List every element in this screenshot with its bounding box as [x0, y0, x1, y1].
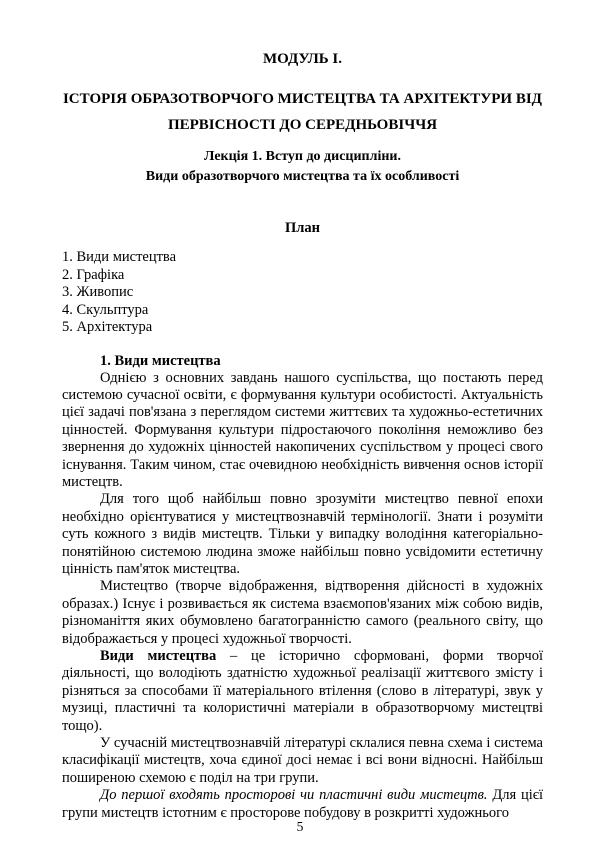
paragraph-6-text: Для цієї групи мистецтв істотним є просторове побудову в розкритті художнього — [62, 787, 543, 821]
paragraph-4-text: – це історично сформовані, форми творчої діяльності, що володіють здатністю художньої реалізації життєвого змісту і різняться за способами її матеріального втілення (слово в літературі, звук у музиці, пластичні та колористичні матеріали в образотворчому мистецтві тощо). — [62, 648, 543, 734]
lecture-heading — [62, 147, 543, 187]
paragraph-3 — [62, 578, 543, 648]
plan-item-4: 4. Скульптура — [62, 301, 149, 318]
main-heading — [62, 86, 543, 138]
paragraph-1-text: Однією з основних завдань нашого суспільства, що постають перед системою сучасної освіти, є формування культури особистості. Актуальність цієї задачі пов'язана з переглядом системи життєвих та художньо-естетичних цінностей. Формування культури підростаючого покоління неможливо без звернення до художніх цінностей накопичених суспільством у процесі свого існування. Таким чином, стає очевидною необхідність вивчення основ історії мистецтв. — [62, 369, 543, 490]
paragraph-1 — [62, 370, 543, 492]
paragraph-2 — [62, 491, 543, 578]
plan-title: План — [284, 220, 321, 236]
main-heading-line1: ІСТОРІЯ ОБРАЗОТВОРЧОГО МИСТЕЦТВА ТА АРХІТЕКТУРИ ВІД — [62, 91, 543, 107]
lecture-heading-line2: Види образотворчого мистецтва та їх особливості — [145, 169, 460, 184]
paragraph-5 — [62, 735, 543, 787]
paragraph-2-text: Для того щоб найбільш повно зрозуміти мистецтво певної епохи необхідно орієнтуватися у мистецтвознавчій термінології. Знати і розуміти суть кожного з видів мистецтв. Тільки у випадку володіння категоріально-понятійною системою людина зможе найбільш повно усвідомити естетичну цінність пам'яток мистецтва. — [62, 491, 543, 577]
plan-item-1: 1. Види мистецтва — [62, 249, 177, 265]
paragraph-3-text: Мистецтво (творче відображення, відтворення дійсності в художніх образах.) Існує і розвивається як система взаємопов'язаних між собою видів, різноманіття яких обумовлено багатогранністю самого (реального світу, що відображається у процесі художньої творчості. — [62, 578, 543, 647]
plan-item-2: 2. Графіка — [62, 266, 125, 283]
paragraph-6 — [62, 787, 543, 822]
plan-item-5: 5. Архітектура — [62, 319, 153, 335]
paragraph-4-lead: Види мистецтва — [100, 648, 217, 664]
paragraph-6-lead: До першої входять просторові чи пластичні види мистецтв. — [100, 787, 488, 804]
main-heading-line2: ПЕРВІСНОСТІ ДО СЕРЕДНЬОВІЧЧЯ — [167, 117, 438, 133]
paragraph-5-text: У сучасній мистецтвознавчій літературі склалися певна схема і система класифікації мистецтв, хоча єдиної досі немає і всі вони відносні. Найбільш поширеною схемою є поділ на три групи. — [62, 735, 543, 786]
page-number: 5 — [296, 819, 304, 834]
plan-list — [62, 249, 543, 337]
section-heading: 1. Види мистецтва — [100, 352, 221, 369]
lecture-heading-line1: Лекція 1. Вступ до дисципліни. — [204, 149, 401, 164]
plan-item-3: 3. Живопис — [62, 284, 134, 300]
paragraph-4 — [62, 648, 543, 735]
module-title: МОДУЛЬ І. — [262, 51, 343, 67]
